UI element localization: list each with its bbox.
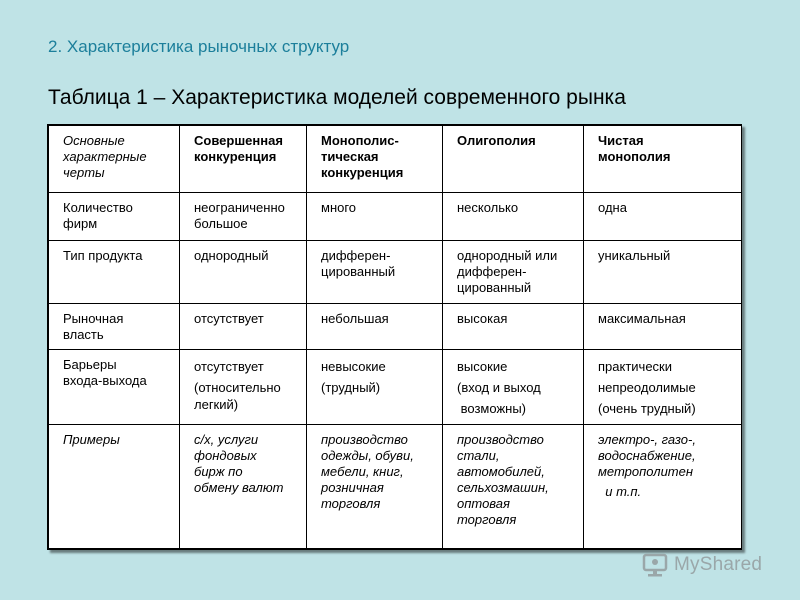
watermark — [641, 551, 762, 579]
table-row — [49, 241, 742, 304]
table-cell: высокие (вход и выход возможны) — [443, 350, 584, 425]
table-cell: максимальная — [584, 304, 742, 350]
section-subtitle: 2. Характеристика рыночных структур — [48, 37, 350, 56]
table-cell: несколько — [443, 193, 584, 241]
market-models-table — [47, 124, 742, 550]
myshared-logo-icon — [641, 551, 671, 579]
table-cell: однородный или дифферен- цированный — [443, 241, 584, 304]
table-cell: много — [307, 193, 443, 241]
table-row — [49, 425, 742, 549]
table-cell: невысокие (трудный) — [307, 350, 443, 425]
header-features: Основные характерные черты — [49, 126, 180, 193]
table-row — [49, 304, 742, 350]
table-cell: практически непреодолимые (очень трудный) — [584, 350, 742, 425]
header-monopolistic-competition: Монополис- тическая конкуренция — [307, 126, 443, 193]
watermark-text: MyShared — [674, 554, 763, 575]
table-cell: дифферен- цированный — [307, 241, 443, 304]
table-row — [49, 350, 742, 425]
row-label-entry-barriers: Барьеры входа-выхода — [49, 350, 180, 425]
table-cell: однородный — [180, 241, 307, 304]
row-label-examples: Примеры — [49, 425, 180, 549]
header-oligopoly: Олигополия — [443, 126, 584, 193]
table-row — [49, 193, 742, 241]
table-header-row — [49, 126, 742, 193]
row-label-market-power: Рыночная власть — [49, 304, 180, 350]
table-cell: электро-, газо-, водоснабжение, метрополитен и т.п. — [584, 425, 742, 549]
table-cell: неограниченно большое — [180, 193, 307, 241]
row-label-product-type: Тип продукта — [49, 241, 180, 304]
header-pure-monopoly: Чистая монополия — [584, 126, 742, 193]
table-caption: Таблица 1 – Характеристика моделей современного рынка — [48, 86, 626, 109]
table-cell: с/х, услуги фондовых бирж по обмену валют — [180, 425, 307, 549]
table-cell: уникальный — [584, 241, 742, 304]
table-cell: отсутствует — [180, 304, 307, 350]
header-perfect-competition: Совершенная конкуренция — [180, 126, 307, 193]
table-cell: одна — [584, 193, 742, 241]
row-label-firm-count: Количество фирм — [49, 193, 180, 241]
table-cell: высокая — [443, 304, 584, 350]
table-cell: производство одежды, обуви, мебели, книг, розничная торговля — [307, 425, 443, 549]
table-cell: отсутствует (относительно легкий) — [180, 350, 307, 425]
table-cell: производство стали, автомобилей, сельхозмашин, оптовая торговля — [443, 425, 584, 549]
table-cell: небольшая — [307, 304, 443, 350]
